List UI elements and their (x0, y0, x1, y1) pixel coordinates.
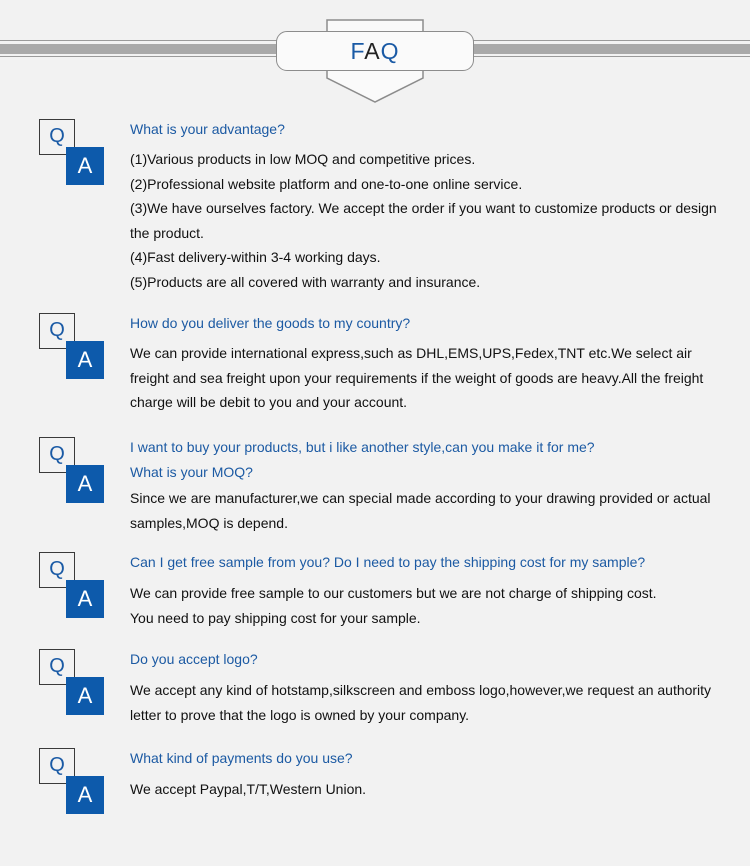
question-line: What is your MOQ? (130, 464, 253, 480)
faq-answer (130, 486, 730, 535)
qa-badge-icon (39, 313, 105, 379)
answer-line: (1)Various products in low MOQ and competitive prices. (130, 151, 476, 167)
qa-badge-icon (39, 437, 105, 503)
question-badge: Q (39, 119, 75, 155)
question-line: Do you accept logo? (130, 651, 258, 667)
answer-line: (3)We have ourselves factory. We accept the order if you want to customize products or design the product. (130, 200, 717, 241)
qa-badge-icon (39, 552, 105, 618)
answer-badge: A (66, 147, 104, 185)
answer-badge: A (66, 776, 104, 814)
faq-question (130, 311, 730, 335)
qa-badge-icon (39, 649, 105, 715)
question-line: I want to buy your products, but i like another style,can you make it for me? (130, 439, 595, 455)
faq-answer (130, 777, 730, 802)
question-badge: Q (39, 313, 75, 349)
faq-question (130, 550, 730, 574)
qa-badge-icon (39, 119, 105, 185)
answer-line: Since we are manufacturer,we can special made according to your drawing provided or actual samples,MOQ is depend. (130, 490, 711, 531)
answer-line: We can provide international express,such as DHL,EMS,UPS,Fedex,TNT etc.We select air freight and sea freight upon your requirements if the weight of goods are heavy.All the freight charge will be debit to you and your account. (130, 345, 704, 411)
question-line: What kind of payments do you use? (130, 750, 353, 766)
question-badge: Q (39, 748, 75, 784)
question-badge: Q (39, 437, 75, 473)
answer-line: You need to pay shipping cost for your sample. (130, 609, 421, 626)
faq-header-banner (0, 0, 750, 110)
answer-badge: A (66, 580, 104, 618)
question-line: What is your advantage? (130, 121, 285, 137)
question-line: Can I get free sample from you? Do I need to pay the shipping cost for my sample? (130, 554, 646, 570)
faq-answer (130, 147, 730, 295)
answer-line: We accept Paypal,T/T,Western Union. (130, 781, 367, 797)
answer-badge: A (66, 465, 104, 503)
page-title: FAQ (276, 31, 474, 71)
question-line: How do you deliver the goods to my country? (130, 315, 411, 331)
answer-line: (2)Professional website platform and one-to-one online service. (130, 175, 523, 192)
qa-badge-icon (39, 748, 105, 814)
faq-question (130, 746, 730, 770)
faq-answer (130, 581, 730, 630)
answer-line: (4)Fast delivery-within 3-4 working days. (130, 249, 381, 266)
answer-line: We can provide free sample to our customers but we are not charge of shipping cost. (130, 585, 657, 601)
faq-answer (130, 341, 730, 415)
faq-question (130, 435, 730, 484)
question-badge: Q (39, 552, 75, 588)
answer-badge: A (66, 341, 104, 379)
answer-line: (5)Products are all covered with warranty and insurance. (130, 273, 481, 290)
faq-question (130, 647, 730, 671)
question-badge: Q (39, 649, 75, 685)
answer-line: We accept any kind of hotstamp,silkscreen and emboss logo,however,we request an authority letter to prove that the logo is owned by your company. (130, 682, 712, 723)
answer-badge: A (66, 677, 104, 715)
faq-question (130, 117, 730, 141)
faq-answer (130, 678, 730, 727)
